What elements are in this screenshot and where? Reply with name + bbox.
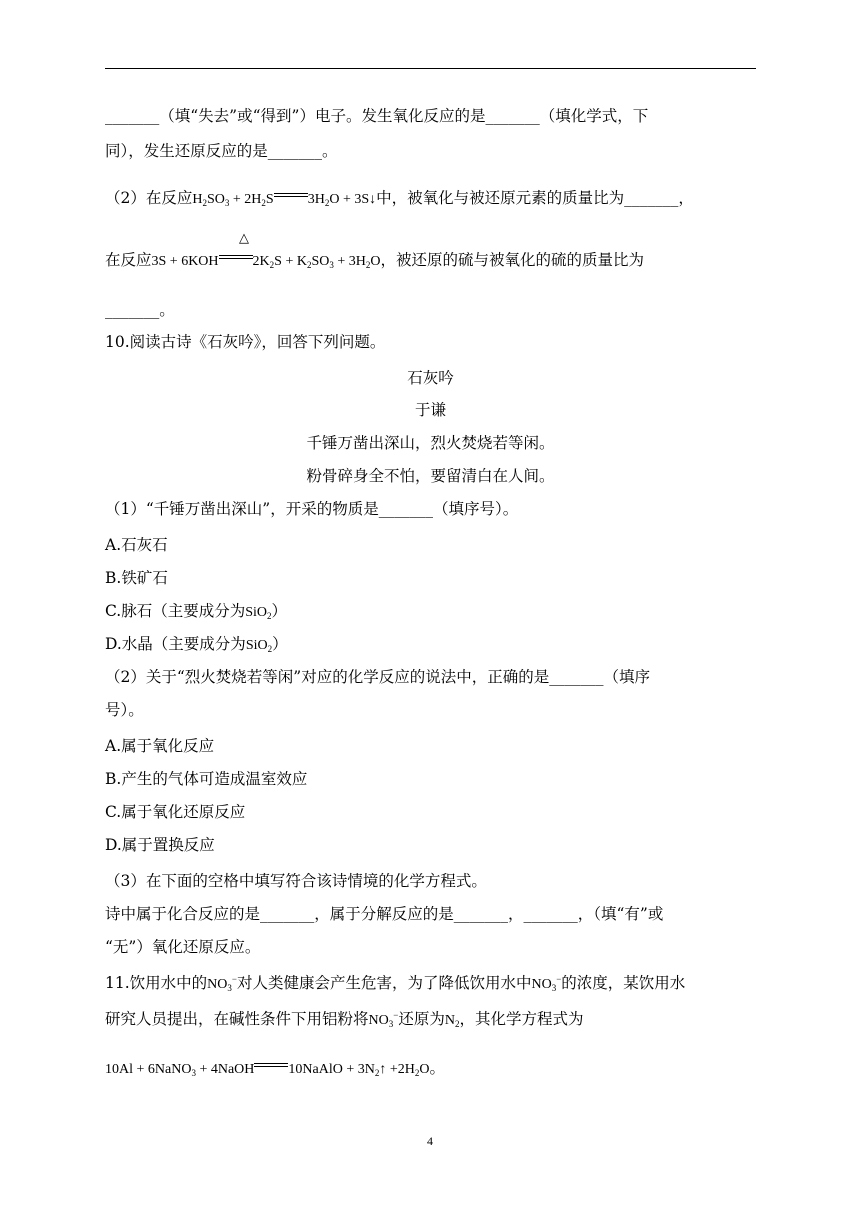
formula: $NO_3^-$ (207, 974, 237, 993)
option-line: C.属于氧化还原反应 (105, 803, 246, 821)
text-fragment: ） (272, 635, 288, 653)
option-line: A.石灰石 (105, 536, 168, 554)
equation: $H_2SO_3 + 2H_2S$ $3H_2O$ + 3S↓ (192, 192, 377, 208)
text-line: _______（填“失去”或“得到”）电子。发生氧化反应的是_______（填化学式，下 (105, 107, 649, 125)
poem-title: 石灰吟 (407, 369, 454, 387)
text-line (105, 250, 644, 272)
page-number: 4 (427, 1134, 433, 1148)
text-fragment: ） (271, 602, 288, 620)
equation: 10Al + 6NaNO$_3$ + 4NaOH 10NaAlO + $3N_2↑ +2H_2O$ (105, 1062, 430, 1078)
text-fragment: 。 (429, 1059, 446, 1077)
text-line: （3）在下面的空格中填写符合该诗情境的化学方程式。 (105, 872, 487, 890)
poem-line: 粉骨碎身全不怕，要留清白在人间。 (306, 467, 555, 485)
formula: SiO$_2$ (245, 605, 272, 621)
text-fragment: 研究人员提出，在碱性条件下用铝粉将 (105, 1010, 369, 1028)
option-line (105, 634, 288, 656)
text-fragment: 的浓度，某饮用水 (561, 974, 686, 992)
poem-author: 于谦 (414, 401, 446, 419)
equation: 3S + 6KOH $2K_2S + K_2SO_3 + 3H_2O$ (151, 254, 381, 270)
text-fragment: ，其化学方程式为 (459, 1010, 584, 1028)
poem-line: 千锤万凿出深山，烈火焚烧若等闲。 (306, 434, 555, 452)
text-fragment: 中，被氧化与被还原元素的质量比为_______， (376, 189, 694, 207)
text-line: 同），发生还原反应的是_______。 (105, 142, 338, 160)
text-fragment: ，被还原的硫与被氧化的硫的质量比为 (380, 251, 645, 269)
text-fragment: （2）在反应 (105, 189, 193, 207)
text-line: （2）关于“烈火焚烧若等闲”对应的化学反应的说法中，正确的是_______（填序 (105, 668, 650, 686)
text-fragment: 对人类健康会产生危害，为了降低饮用水中 (236, 974, 532, 992)
text-line: “无”）氧化还原反应。 (105, 938, 261, 956)
option-line (105, 601, 287, 623)
formula: SiO$_2$ (245, 638, 273, 654)
option-line: D.属于置换反应 (105, 836, 215, 854)
text-line (105, 1009, 583, 1031)
text-line: _______。 (105, 301, 175, 319)
text-fragment: 在反应 (105, 251, 152, 269)
text-fragment: 还原为 (398, 1010, 445, 1028)
option-line: B.产生的气体可造成温室效应 (105, 770, 308, 788)
text-line: （1）“千锤万凿出深山”，开采的物质是_______（填序号）。 (105, 500, 519, 518)
formula: $NO_3^-$ (531, 974, 562, 993)
text-fragment: C.脉石（主要成分为 (105, 602, 246, 620)
option-line: B.铁矿石 (105, 569, 168, 587)
heating-symbol: △ (239, 231, 249, 246)
formula: $N_2$ (444, 1013, 460, 1029)
text-line (105, 188, 694, 210)
option-line: A.属于氧化反应 (105, 737, 215, 755)
text-line: 诗中属于化合反应的是_______，属于分解反应的是_______，_______，（填“有”或 (105, 905, 664, 923)
header-rule (105, 68, 756, 69)
formula: $NO_3^-$ (368, 1010, 399, 1029)
text-line (105, 1058, 445, 1080)
text-fragment: D.水晶（主要成分为 (105, 635, 246, 653)
question-heading (105, 973, 685, 995)
text-line: 号）。 (105, 701, 144, 719)
text-fragment: 11.饮用水中的 (105, 974, 208, 992)
question-heading: 10.阅读古诗《石灰吟》，回答下列问题。 (105, 333, 386, 351)
